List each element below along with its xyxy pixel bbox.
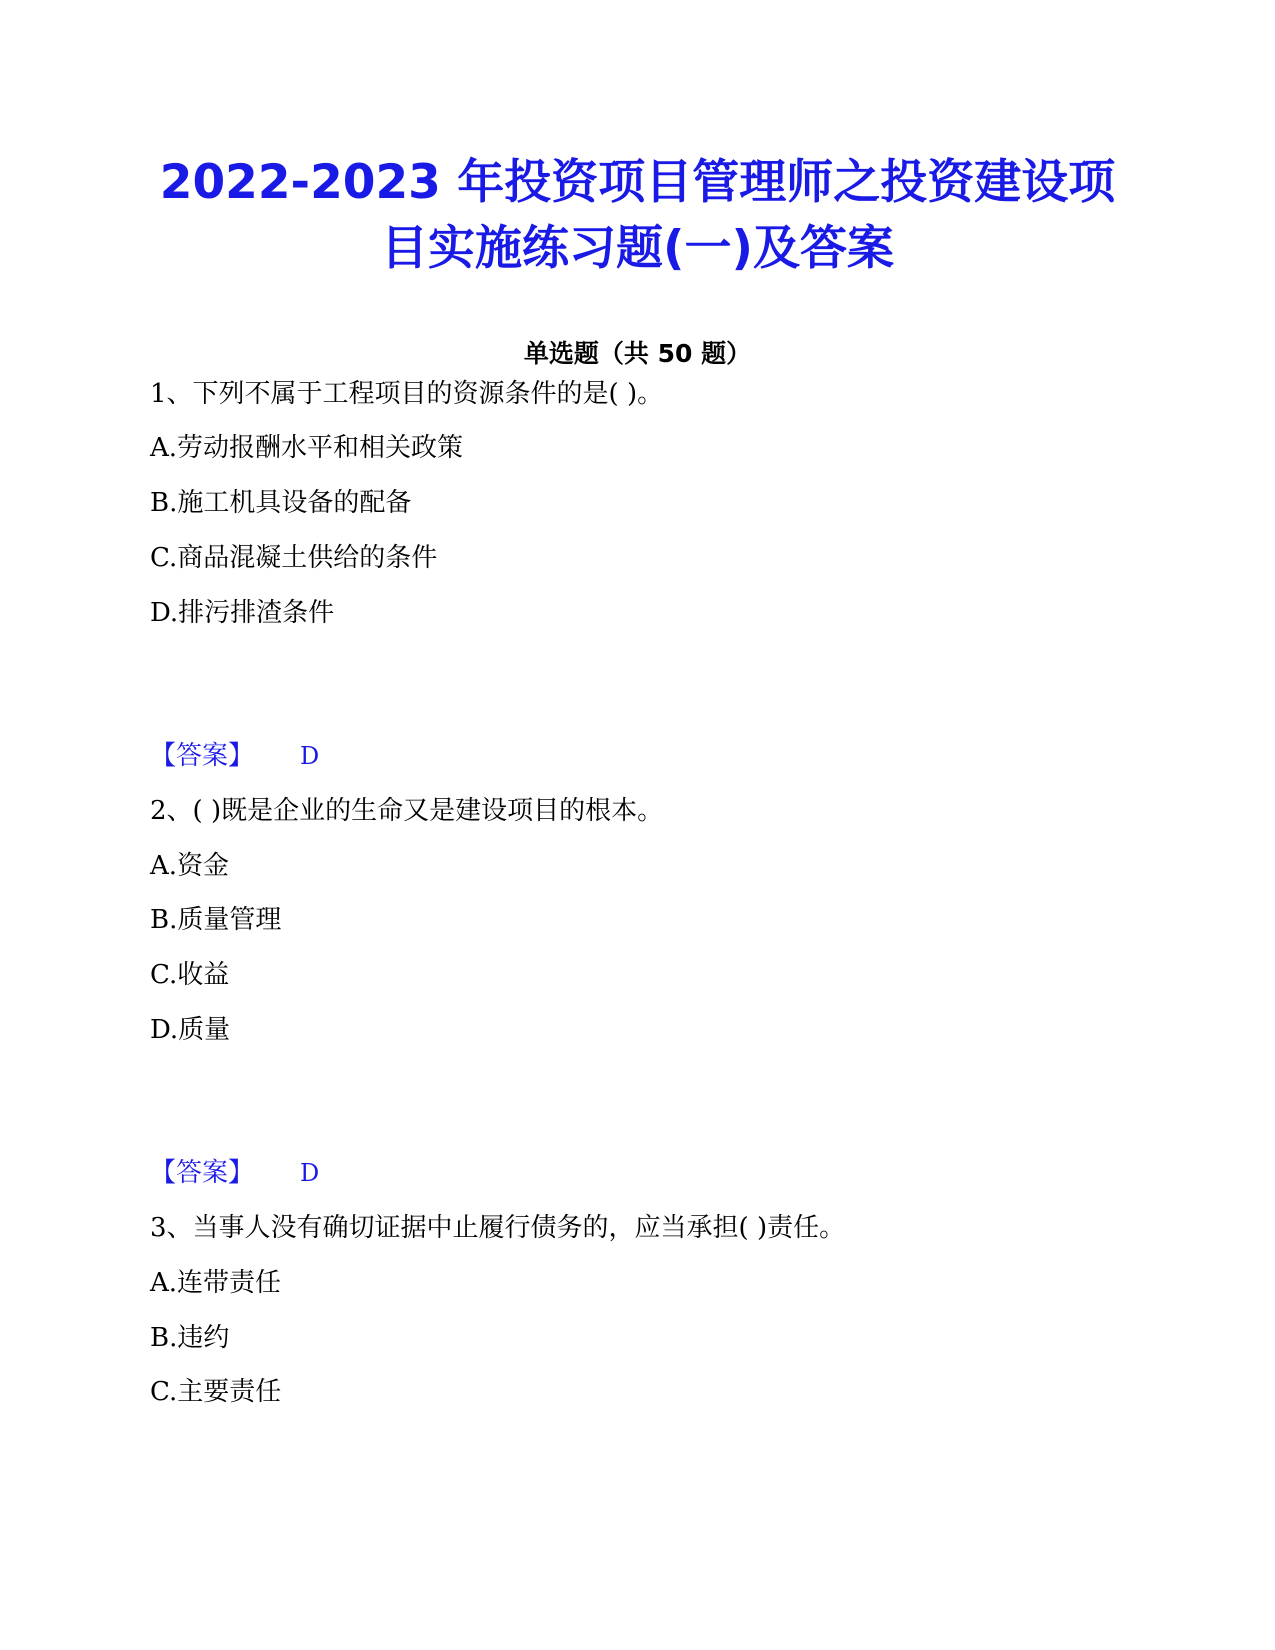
question-2-option-d: D.质量	[150, 1015, 231, 1045]
question-1-option-b: B.施工机具设备的配备	[150, 488, 412, 518]
question-2-option-c: C.收益	[150, 960, 230, 990]
question-2-option-b: B.质量管理	[150, 905, 282, 935]
section-heading: 单选题（共 50 题）	[523, 339, 752, 368]
answer-value: D	[300, 1159, 320, 1187]
answer-value: D	[300, 742, 320, 770]
question-2-answer	[150, 1155, 319, 1191]
answer-label: 【答案】	[150, 741, 255, 771]
question-2-stem: 2、( )既是企业的生命又是建设项目的根本。	[150, 796, 664, 826]
title-line-2: 目实施练习题(一)及答案	[381, 221, 894, 276]
question-3-option-c: C.主要责任	[150, 1377, 282, 1407]
page-title	[100, 150, 1175, 282]
title-line-1: 2022-2023 年投资项目管理师之投资建设项	[159, 155, 1116, 210]
question-3-option-b: B.违约	[150, 1323, 230, 1353]
question-3-stem: 3、当事人没有确切证据中止履行债务的，应当承担( )责任。	[150, 1213, 846, 1243]
answer-label: 【答案】	[150, 1158, 255, 1188]
question-1-stem: 1、下列不属于工程项目的资源条件的是( )。	[150, 379, 664, 409]
question-2-option-a: A.资金	[150, 851, 230, 881]
question-3-option-a: A.连带责任	[150, 1268, 282, 1298]
question-1-option-a: A.劳动报酬水平和相关政策	[150, 433, 464, 463]
question-1-option-c: C.商品混凝土供给的条件	[150, 543, 438, 573]
question-1-option-d: D.排污排渣条件	[150, 598, 335, 628]
question-1-answer	[150, 738, 319, 774]
